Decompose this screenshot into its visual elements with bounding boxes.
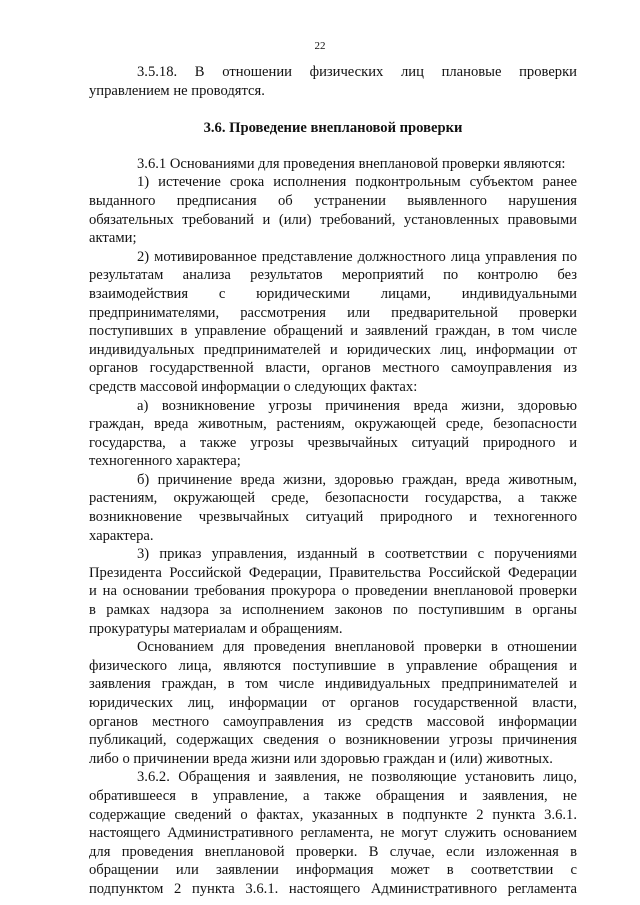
paragraph xyxy=(89,173,577,247)
paragraph xyxy=(89,545,577,638)
text-line: заявления граждан, в том числе индивидуальных предпринимателей и xyxy=(89,676,577,693)
text-line: взаимодействия с юридическими лицами, индивидуальными xyxy=(89,285,577,302)
paragraphs xyxy=(89,155,577,899)
text-line: обращении или заявлении информация может в соответствии с xyxy=(89,862,577,879)
text-line: прокуратуры материалам и обращениям. xyxy=(89,620,343,637)
text-line: граждан, вреда животным, растениям, окружающей среде, безопасности xyxy=(89,416,577,433)
text-line: обратившееся в управление, а также обращения и заявления, не xyxy=(89,787,577,804)
text-line: Основанием для проведения внеплановой проверки в отношении xyxy=(137,639,577,656)
text-line: органов государственной власти, органов местного самоуправления из xyxy=(89,360,577,377)
page-number: 22 xyxy=(314,40,326,52)
text-line: содержащие сведений о фактах, указанных в подпункте 2 пункта 3.6.1. xyxy=(89,806,577,823)
text-line: управлением не проводятся. xyxy=(89,82,265,99)
paragraph xyxy=(89,471,577,545)
text-line: выданного предписания об устранении выявленного нарушения xyxy=(89,192,577,209)
text-line: в рамках надзора за исполнением законов по поступившим в органы xyxy=(89,602,577,619)
text-line: средств массовой информации о следующих фактах: xyxy=(89,378,418,395)
text-line: актами; xyxy=(89,230,137,247)
text-line: публикаций, содержащих сведения о возникновении угрозы причинения xyxy=(89,732,577,749)
paragraph xyxy=(89,768,577,898)
text-line: а) возникновение угрозы причинения вреда жизни, здоровью xyxy=(137,397,577,414)
text-line: подпунктом 2 пункта 3.6.1. настоящего Административного регламента xyxy=(89,880,577,897)
section-heading: 3.6. Проведение внеплановой проверки xyxy=(203,120,463,137)
text-line: физического лица, являются поступившие в управление обращения и xyxy=(89,657,577,674)
text-line: либо о причинении вреда жизни или здоровью граждан и (или) животных. xyxy=(89,750,553,767)
text-line: 2) мотивированное представление должностного лица управления по xyxy=(137,248,577,265)
text-line: 3.6.1 Основаниями для проведения внеплановой проверки являются: xyxy=(137,155,566,172)
text-line: предпринимателями, рассмотрения или предварительной проверки xyxy=(89,304,577,321)
text-line: б) причинение вреда жизни, здоровью граждан, вреда животным, xyxy=(137,471,577,488)
text-line: характера. xyxy=(89,527,154,544)
text-line: для проведения внеплановой проверки. В случае, если изложенная в xyxy=(89,843,577,860)
paragraph xyxy=(89,397,577,471)
text-line: результатам анализа результатов мероприятий по контролю без xyxy=(89,267,577,284)
text-line: Президента Российской Федерации, Правительства Российской Федерации xyxy=(89,564,577,581)
text-line: и на основании требования прокурора о проведении внеплановой проверки xyxy=(89,583,577,600)
text-line: органов местного самоуправления из средств массовой информации xyxy=(89,713,577,730)
text-line: настоящего Административного регламента, не могут служить основанием xyxy=(89,825,577,842)
text-line: 3.6.2. Обращения и заявления, не позволяющие установить лицо, xyxy=(137,769,577,786)
document-body xyxy=(89,63,577,899)
text-line: 3.5.18. В отношении физических лиц плановые проверки xyxy=(137,64,577,80)
paragraph-3-5-18 xyxy=(89,63,577,100)
text-line: обязательных требований и (или) требований, установленных правовыми xyxy=(89,211,577,228)
text-line: государства, а также угрозы чрезвычайных ситуаций природного и xyxy=(89,434,577,451)
text-line: 3) приказ управления, изданный в соответствии с поручениями xyxy=(137,546,577,563)
paragraph xyxy=(89,248,577,397)
text-line: 1) истечение срока исполнения подконтрольным субъектом ранее xyxy=(137,174,577,191)
paragraph xyxy=(89,638,577,768)
text-line: индивидуальных предпринимателей и юридических лиц, информации от xyxy=(89,341,577,358)
text-line: растениям, окружающей среде, безопасности государства, а также xyxy=(89,490,577,507)
text-line: возникновение чрезвычайных ситуаций природного и техногенного xyxy=(89,509,577,526)
text-line: юридических лиц, информации от органов государственной власти, xyxy=(89,695,577,711)
paragraph xyxy=(89,155,577,174)
text-line: поступивших в управление обращений и заявлений граждан, в том числе xyxy=(89,323,577,340)
text-line: техногенного характера; xyxy=(89,453,241,470)
